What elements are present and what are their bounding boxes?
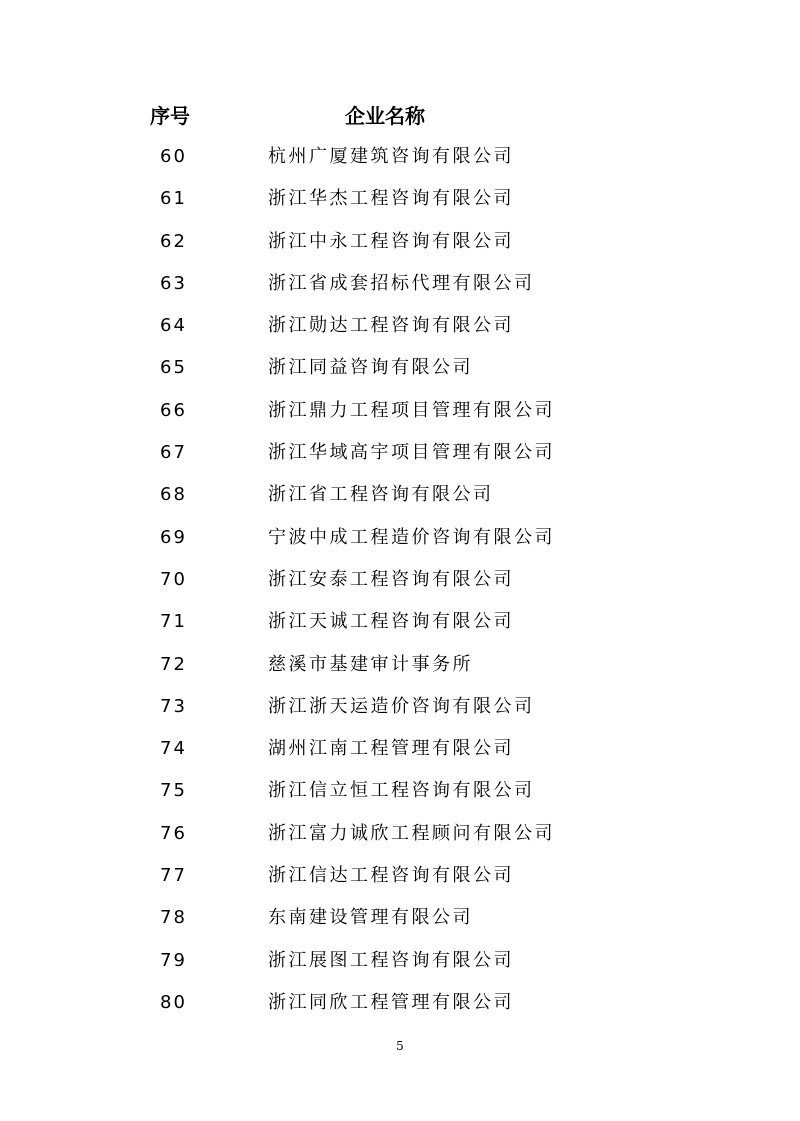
row-number: 64 <box>160 315 187 337</box>
table-row <box>0 136 800 178</box>
table-row <box>0 559 800 601</box>
row-number: 77 <box>160 865 187 887</box>
table-row <box>0 221 800 263</box>
company-list <box>0 136 800 1024</box>
table-row <box>0 770 800 812</box>
table-row <box>0 178 800 220</box>
table-row <box>0 686 800 728</box>
row-number: 79 <box>160 949 187 971</box>
company-name: 浙江华杰工程咨询有限公司 <box>268 188 514 210</box>
row-number: 62 <box>160 230 187 252</box>
table-row <box>0 263 800 305</box>
row-number: 80 <box>160 991 187 1013</box>
table-row <box>0 432 800 474</box>
company-name: 浙江同益咨询有限公司 <box>268 357 473 379</box>
row-number: 60 <box>160 146 187 167</box>
row-number: 75 <box>160 780 187 802</box>
header-company-name: 企业名称 <box>345 104 425 128</box>
company-name: 浙江中永工程咨询有限公司 <box>268 230 514 252</box>
company-name: 杭州广厦建筑咨询有限公司 <box>268 146 514 167</box>
table-row <box>0 390 800 432</box>
row-number: 63 <box>160 272 187 294</box>
row-number: 65 <box>160 357 187 379</box>
company-name: 浙江富力诚欣工程顾问有限公司 <box>268 822 555 844</box>
page-number: 5 <box>396 1039 404 1053</box>
company-name: 浙江省工程咨询有限公司 <box>268 484 494 506</box>
company-name: 浙江勋达工程咨询有限公司 <box>268 315 514 337</box>
row-number: 61 <box>160 188 187 210</box>
company-name: 东南建设管理有限公司 <box>268 907 473 929</box>
company-name: 浙江信达工程咨询有限公司 <box>268 865 514 887</box>
row-number: 78 <box>160 907 187 929</box>
header-number: 序号 <box>150 104 190 128</box>
company-name: 宁波中成工程造价咨询有限公司 <box>268 526 555 548</box>
company-name: 浙江安泰工程咨询有限公司 <box>268 568 514 590</box>
table-row <box>0 897 800 939</box>
row-number: 71 <box>160 611 187 633</box>
row-number: 68 <box>160 484 187 506</box>
row-number: 66 <box>160 399 187 421</box>
row-number: 74 <box>160 738 187 760</box>
table-header <box>0 98 800 134</box>
company-name: 浙江浙天运造价咨询有限公司 <box>268 695 535 717</box>
table-row <box>0 728 800 770</box>
table-row <box>0 517 800 559</box>
row-number: 72 <box>160 653 187 675</box>
table-row <box>0 305 800 347</box>
table-row <box>0 855 800 897</box>
table-row <box>0 474 800 516</box>
table-row <box>0 644 800 686</box>
row-number: 69 <box>160 526 187 548</box>
company-name: 湖州江南工程管理有限公司 <box>268 738 514 760</box>
table-row <box>0 601 800 643</box>
table-row <box>0 347 800 389</box>
row-number: 70 <box>160 568 187 590</box>
table-row <box>0 940 800 982</box>
table-row <box>0 982 800 1024</box>
company-name: 浙江华域高宇项目管理有限公司 <box>268 442 555 464</box>
row-number: 76 <box>160 822 187 844</box>
company-name: 浙江天诚工程咨询有限公司 <box>268 611 514 633</box>
company-name: 浙江信立恒工程咨询有限公司 <box>268 780 535 802</box>
row-number: 73 <box>160 695 187 717</box>
company-name: 浙江展图工程咨询有限公司 <box>268 949 514 971</box>
company-name: 浙江同欣工程管理有限公司 <box>268 991 514 1013</box>
row-number: 67 <box>160 442 187 464</box>
company-name: 浙江鼎力工程项目管理有限公司 <box>268 399 555 421</box>
company-name: 浙江省成套招标代理有限公司 <box>268 272 535 294</box>
table-row <box>0 813 800 855</box>
company-name: 慈溪市基建审计事务所 <box>268 653 473 675</box>
